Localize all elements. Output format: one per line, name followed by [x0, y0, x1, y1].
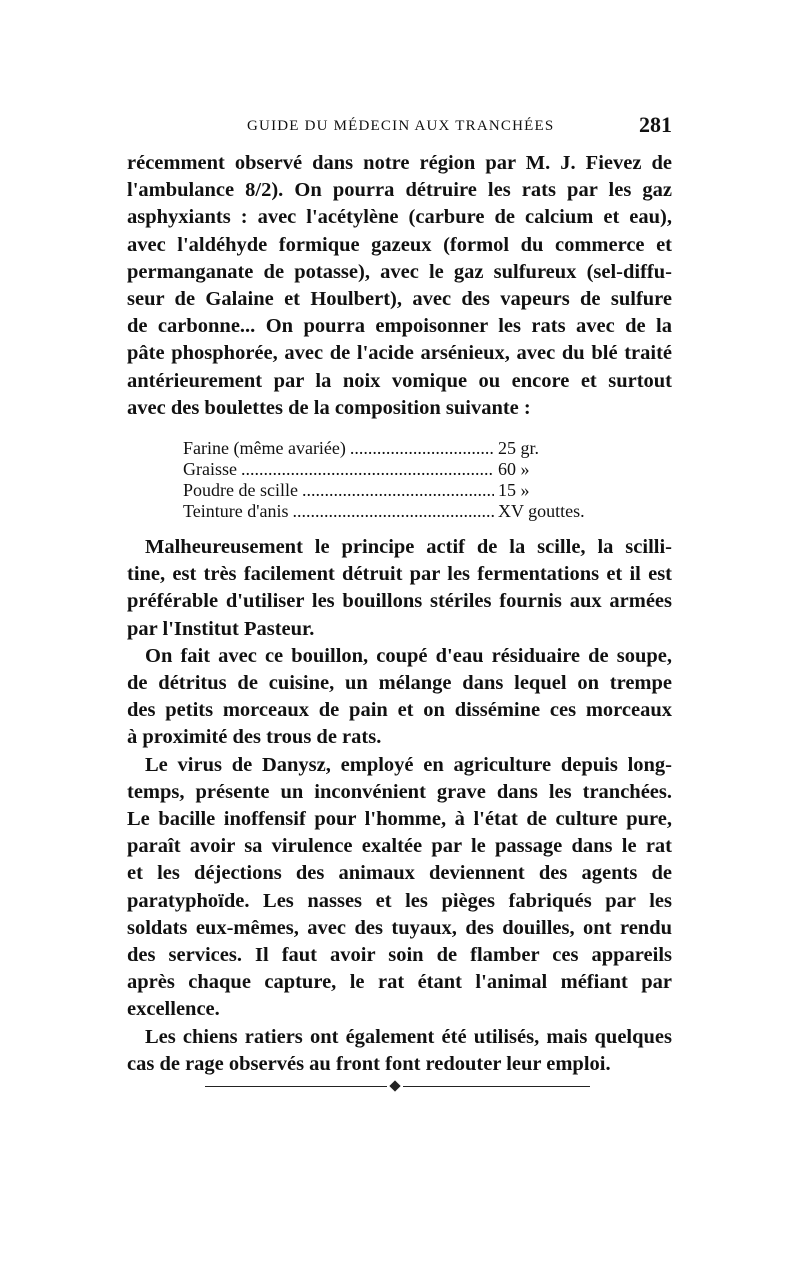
- text-line: avec des boulettes de la composition suivante :: [127, 396, 531, 419]
- recipe-ingredient: Teinture d'anis: [183, 501, 289, 522]
- text-line: préférable d'utiliser les bouillons stériles fournis aux armées: [127, 590, 672, 613]
- text-line: par l'Institut Pasteur.: [127, 617, 315, 640]
- text-line: tine, est très facilement détruit par les fermentations et il est: [127, 563, 672, 586]
- recipe-quantity: 25 gr.: [498, 438, 540, 459]
- ornament-rule-right: [403, 1086, 590, 1087]
- text-line: seur de Galaine et Houlbert), avec des vapeurs de sulfure: [127, 288, 672, 311]
- text-line: des petits morceaux de pain et on dissémine ces morceaux: [127, 699, 672, 722]
- leader-dots: [292, 501, 494, 522]
- text-line: de détritus de cuisine, un mélange dans lequel on trempe: [127, 672, 672, 695]
- text-line: paraît avoir sa virulence exaltée par le passage dans le rat: [127, 835, 672, 858]
- recipe-quantity: XV gouttes.: [498, 501, 585, 522]
- text-line: avec l'aldéhyde formique gazeux (formol du commerce et: [127, 233, 672, 256]
- recipe-ingredient: Graisse: [183, 459, 237, 480]
- paragraph: [127, 150, 672, 422]
- recipe-quantity: 60 »: [498, 459, 530, 480]
- recipe-row: [183, 438, 578, 459]
- recipe-ingredient: Poudre de scille: [183, 480, 298, 501]
- text-line: de carbonne... On pourra empoisonner les rats avec de la: [127, 315, 672, 338]
- text-line: On fait avec ce bouillon, coupé d'eau résiduaire de soupe,: [145, 644, 672, 667]
- text-line: l'ambulance 8/2). On pourra détruire les rats par les gaz: [127, 179, 672, 202]
- text-line: soldats eux-mêmes, avec des tuyaux, des douilles, ont rendu: [127, 916, 672, 939]
- running-title: GUIDE DU MÉDECIN AUX TRANCHÉES: [247, 118, 555, 134]
- paragraph: [127, 643, 672, 752]
- text-line: paratyphoïde. Les nasses et les pièges fabriqués par les: [127, 889, 672, 912]
- text-line: Le virus de Danysz, employé en agriculture depuis long-: [145, 753, 672, 776]
- text-line: Malheureusement le principe actif de la scille, la scilli-: [145, 536, 672, 559]
- paragraph: [127, 752, 672, 1024]
- ornament-rule-left: [205, 1086, 387, 1087]
- recipe-quantity: 15 »: [498, 480, 530, 501]
- closing-ornament: [205, 1082, 590, 1092]
- leader-dots: [350, 438, 494, 459]
- leader-dots: [241, 459, 494, 480]
- page-number: 281: [639, 112, 672, 137]
- text-line: antérieurement par la noix vomique ou encore et surtout: [127, 369, 672, 392]
- text-line: pâte phosphorée, avec de l'acide arsénieux, avec du blé traité: [127, 342, 672, 365]
- recipe-row: [183, 480, 578, 501]
- recipe-row: [183, 459, 578, 480]
- text-line: des services. Il faut avoir soin de flamber ces appareils: [127, 944, 672, 967]
- recipe-list: [183, 438, 585, 522]
- text-line: Les chiens ratiers ont également été utilisés, mais quelques: [145, 1025, 672, 1048]
- text-line: Le bacille inoffensif pour l'homme, à l'état de culture pure,: [127, 808, 672, 831]
- text-line: cas de rage observés au front font redouter leur emploi.: [127, 1052, 611, 1075]
- text-line: permanganate de potasse), avec le gaz sulfureux (sel-diffu-: [127, 260, 672, 283]
- text-line: excellence.: [127, 998, 220, 1021]
- recipe-ingredient: Farine (même avariée): [183, 438, 346, 459]
- text-line: récemment observé dans notre région par M. J. Fievez de: [127, 152, 672, 174]
- text-line: à proximité des trous de rats.: [127, 726, 382, 749]
- page-header: [127, 112, 672, 142]
- paragraph: [127, 534, 672, 643]
- text-line: asphyxiants : avec l'acétylène (carbure de calcium et eau),: [127, 206, 672, 229]
- text-line: temps, présente un inconvénient grave dans les tranchées.: [127, 780, 672, 803]
- text-line: et les déjections des animaux deviennent des agents de: [127, 862, 672, 885]
- ornament-diamond: [389, 1080, 400, 1091]
- page-body: [127, 150, 672, 1078]
- paragraph: [127, 1024, 672, 1078]
- recipe-row: [183, 501, 585, 522]
- leader-dots: [302, 480, 494, 501]
- text-line: après chaque capture, le rat étant l'animal méfiant par: [127, 971, 672, 994]
